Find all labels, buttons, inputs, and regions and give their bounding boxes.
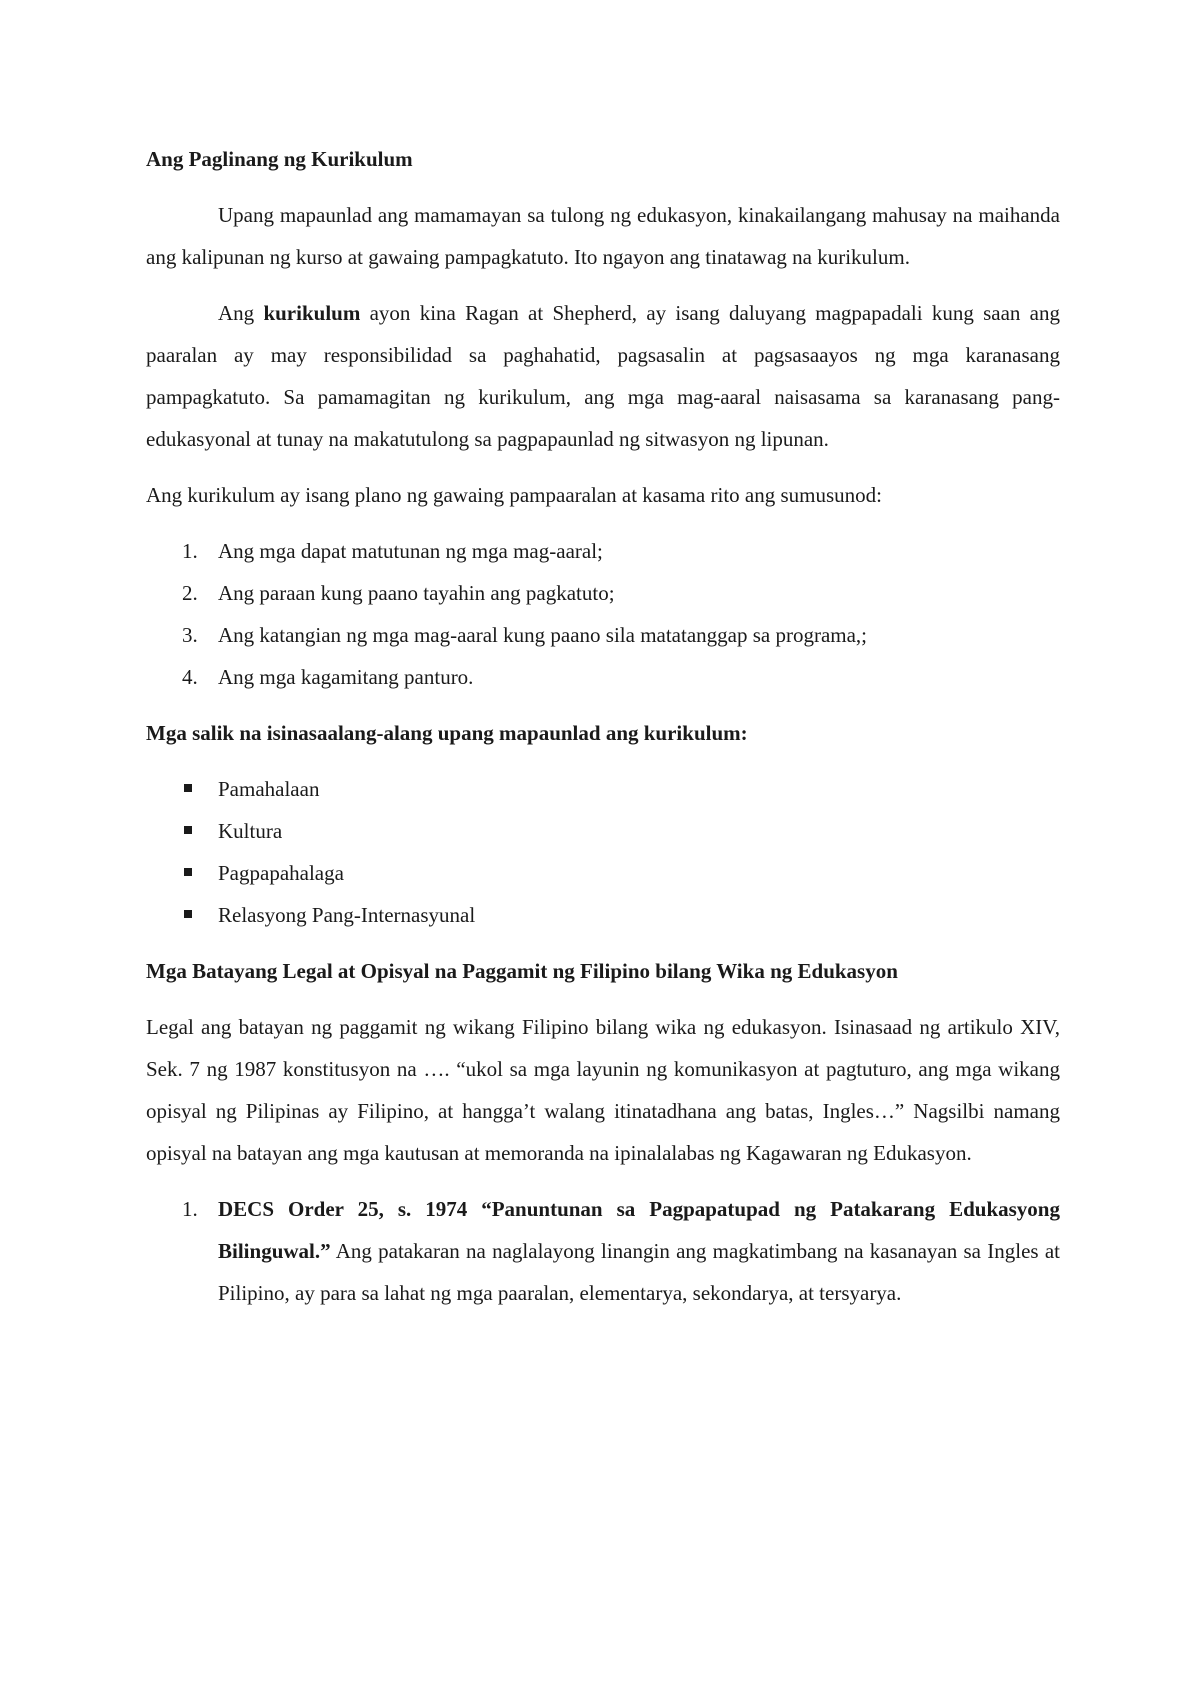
list-number: 2.	[182, 581, 198, 605]
square-bullet-icon	[184, 784, 192, 792]
list-text: Ang mga kagamitang panturo.	[218, 665, 474, 689]
document-title: Ang Paglinang ng Kurikulum	[146, 147, 413, 171]
list-item	[146, 614, 1060, 656]
square-bullet-icon	[184, 826, 192, 834]
square-bullet-icon	[184, 910, 192, 918]
numbered-list	[146, 530, 1060, 698]
document-page	[146, 138, 1060, 1314]
square-bullet-icon	[184, 868, 192, 876]
bullet-item	[146, 852, 1060, 894]
list-text: Ang katangian ng mga mag-aaral kung paano sila matatanggap sa programa,;	[218, 623, 868, 647]
list-item	[146, 572, 1060, 614]
section-heading-factors: Mga salik na isinasaalang-alang upang mapaunlad ang kurikulum:	[146, 721, 748, 745]
bullet-text: Pagpapahalaga	[218, 861, 344, 885]
paragraph-legal-basis: Legal ang batayan ng paggamit ng wikang Filipino bilang wika ng edukasyon. Isinasaad ng artikulo XIV, Sek. 7 ng 1987 konstitusyon na …. “ukol sa mga layunin ng komunikasyon at pagtuturo, ang mga wikang opisyal ng Pilipinas ay Filipino, at hangga’t walang itinatadhana ang batas, Ingles…” Nagsilbi namang opisyal na batayan ang mga kautusan at memoranda na ipinalalabas ng Kagawaran ng Edukasyon.	[146, 1015, 1060, 1165]
list-number: 4.	[182, 665, 198, 689]
paragraph-definition-rest: ayon kina Ragan at Shepherd, ay isang daluyang magpapadali kung saan ang paaralan ay may responsibilidad sa paghahatid, pagsasalin at pagsasaayos ng mga karanasang pampagkatuto. Sa pamamagitan ng kurikulum, ang mga mag-aaral naisasama sa karanasang pang-edukasyonal at tunay na makatutulong sa pagpapaunlad ng sitwasyon ng lipunan.	[146, 301, 1061, 451]
paragraph-definition	[146, 292, 1060, 460]
list-number: 3.	[182, 623, 198, 647]
bullet-item	[146, 810, 1060, 852]
list-text: Ang paraan kung paano tayahin ang pagkatuto;	[218, 581, 615, 605]
paragraph-intro: Upang mapaunlad ang mamamayan sa tulong ng edukasyon, kinakailangang mahusay na maihanda ang kalipunan ng kurso at gawaing pampagkatuto. Ito ngayon ang tinatawag na kurikulum.	[146, 203, 1060, 269]
decs-order-description: Ang patakaran na naglalayong linangin ang magkatimbang na kasanayan sa Ingles at Pilipino, ay para sa lahat ng mga paaralan, elementarya, sekondarya, at tersyarya.	[218, 1239, 1060, 1305]
section-heading-legal: Mga Batayang Legal at Opisyal na Paggamit ng Filipino bilang Wika ng Edukasyon	[146, 959, 898, 983]
list-number: 1.	[182, 539, 198, 563]
bullet-list	[146, 768, 1060, 936]
list-text: Ang mga dapat matutunan ng mga mag-aaral;	[218, 539, 603, 563]
bullet-item	[146, 894, 1060, 936]
bullet-text: Relasyong Pang-Internasyunal	[218, 903, 476, 927]
list-number: 1.	[182, 1197, 198, 1221]
term-kurikulum: kurikulum	[263, 301, 361, 325]
bullet-item	[146, 768, 1060, 810]
bullet-text: Pamahalaan	[218, 777, 320, 801]
paragraph-plan: Ang kurikulum ay isang plano ng gawaing pampaaralan at kasama rito ang sumusunod:	[146, 483, 882, 507]
decs-order-item	[146, 1188, 1060, 1314]
decs-order-title: DECS Order 25, s. 1974 “Panuntunan sa Pagpapatupad ng Patakarang Edukasyong Bilinguwal.”	[218, 1197, 1060, 1263]
bullet-text: Kultura	[218, 819, 283, 843]
list-item	[146, 656, 1060, 698]
paragraph-definition-lead: Ang	[218, 301, 264, 325]
list-item	[146, 530, 1060, 572]
